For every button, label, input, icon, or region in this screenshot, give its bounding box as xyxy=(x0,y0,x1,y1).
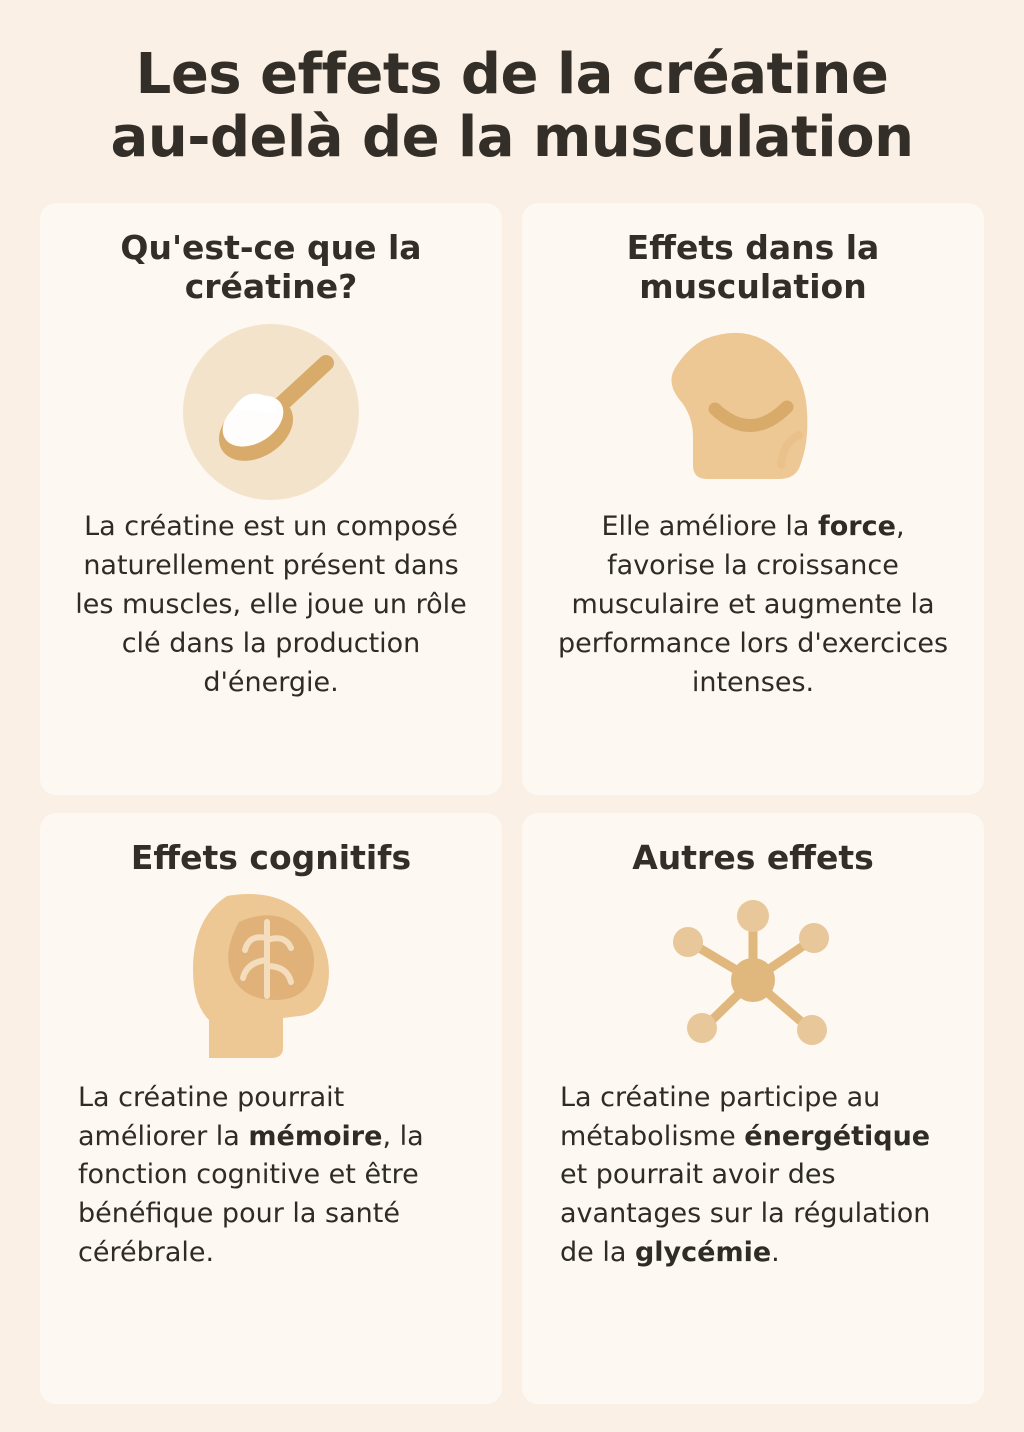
creatine-scoop-icon xyxy=(176,317,366,502)
card-other-effects xyxy=(522,813,984,1404)
card-body: La créatine participe au métabolisme énergétique et pourrait avoir des avantages sur la régulation de la glycémie. xyxy=(560,1081,931,1269)
card-title-line-1: Autres effets xyxy=(632,837,874,877)
cards-grid xyxy=(40,203,984,1404)
card-title-line-2: musculation xyxy=(639,267,867,307)
card-body: La créatine est un composé naturellement présent dans les muscles, elle joue un rôle clé dans la production d'énergie. xyxy=(75,511,467,698)
head-brain-icon xyxy=(171,888,371,1073)
card-icon-wrap xyxy=(658,888,848,1073)
card-what-is-creatine xyxy=(40,203,502,794)
card-title-line-2: la créatine? xyxy=(184,228,422,307)
card-title xyxy=(131,839,411,878)
molecule-network-icon xyxy=(658,888,848,1073)
card-body: Elle améliore la force, favorise la croissance musculaire et augmente la performance lors d'exercices intenses. xyxy=(557,511,949,698)
card-title xyxy=(106,229,436,307)
card-icon-wrap xyxy=(171,888,371,1073)
card-title-line-1: Qu'est-ce que xyxy=(120,228,377,268)
page-title-line-2: au-delà de la musculation xyxy=(110,104,914,170)
page-title-line-1: Les effets de la créatine xyxy=(135,42,889,107)
card-title-line-1: Effets cognitifs xyxy=(130,837,412,877)
page-title xyxy=(40,44,984,169)
card-icon-wrap xyxy=(653,317,853,502)
card-title xyxy=(632,839,874,878)
card-icon-wrap xyxy=(176,317,366,502)
card-title-line-1: Effets dans la xyxy=(626,228,880,268)
card-cognitive-effects xyxy=(40,813,502,1404)
flexed-biceps-icon xyxy=(653,317,853,502)
card-muscle-effects xyxy=(522,203,984,794)
card-body: La créatine pourrait améliorer la mémoire, la fonction cognitive et être bénéfique pour la santé cérébrale. xyxy=(78,1081,424,1269)
card-title xyxy=(588,229,918,307)
